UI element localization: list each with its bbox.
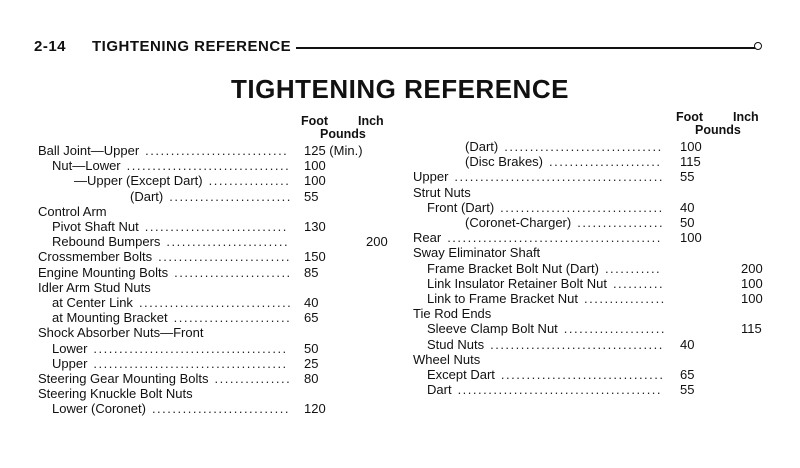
inch-pounds-value: 100 (741, 275, 763, 291)
dot-leader: ................. (577, 215, 665, 230)
row-label-text: Sleeve Clamp Bolt Nut (427, 321, 558, 337)
row-label-text: at Mounting Bracket (52, 310, 168, 326)
foot-pounds-value: 55 (304, 188, 319, 204)
row-label (427, 261, 599, 276)
right-inch-header: Inch (733, 110, 759, 124)
dot-leader: ....................... (173, 310, 292, 326)
foot-pounds-value: 150 (304, 249, 326, 265)
foot-pounds-value: 40 (680, 199, 695, 215)
row-label-text: at Center Link (52, 295, 133, 310)
row-label-text: Engine Mounting Bolts (38, 264, 169, 280)
table-row (0, 139, 800, 154)
row-label (465, 215, 571, 230)
dot-leader: ............................... (504, 139, 663, 154)
row-label (427, 291, 578, 306)
row-label-text: Dart (427, 382, 452, 398)
inch-pounds-value: 100 (741, 291, 763, 306)
row-label (413, 169, 448, 184)
table-row (0, 169, 800, 184)
row-label-text: Stud Nuts (427, 336, 485, 352)
table-row (0, 276, 800, 291)
row-label-text: Link Insulator Retainer Bolt Nut (427, 275, 607, 291)
row-label-text: (Disc Brakes) (465, 154, 544, 170)
row-label (413, 230, 441, 245)
dot-leader: ................................ (126, 158, 291, 174)
dot-leader: ........................... (151, 401, 290, 417)
row-label (52, 401, 146, 416)
table-row (0, 367, 800, 382)
row-label-text: Rear (413, 230, 442, 246)
dot-leader: ....................... (174, 264, 292, 280)
row-label (413, 352, 480, 367)
table-row (0, 230, 800, 245)
foot-pounds-value: 50 (680, 215, 695, 230)
inch-pounds-value: 115 (741, 321, 762, 337)
row-label (427, 337, 484, 352)
row-label (427, 367, 495, 382)
row-label-text: Upper (413, 169, 449, 185)
row-label-text: Idler Arm Stud Nuts (38, 279, 151, 295)
dot-leader: ...................... (549, 154, 662, 170)
row-label-text: Upper (52, 355, 88, 371)
table-row (0, 321, 800, 336)
foot-pounds-value: 85 (304, 264, 319, 280)
row-label-text: Wheel Nuts (413, 351, 481, 367)
row-label-text: Lower (Coronet) (52, 401, 146, 417)
inch-pounds-value: 200 (366, 234, 388, 250)
header-title: TIGHTENING REFERENCE (92, 38, 292, 55)
dot-leader: .............................. (138, 295, 293, 310)
foot-pounds-value: 40 (304, 295, 319, 310)
left-foot-header: Foot (301, 114, 329, 128)
dot-leader: ................................ (500, 199, 664, 215)
table-row (0, 215, 800, 230)
table-row (0, 200, 800, 215)
table-row (0, 352, 800, 367)
row-label (427, 382, 452, 397)
row-label (465, 154, 543, 169)
table-row (0, 401, 800, 416)
row-label-text: (Dart) (465, 139, 499, 154)
table-row (0, 185, 800, 200)
table-row (0, 154, 800, 169)
foot-pounds-value: 50 (304, 340, 319, 356)
row-label (427, 276, 607, 291)
row-label-text: Control Arm (38, 203, 107, 219)
dot-leader: .................................. (490, 336, 664, 352)
foot-pounds-value: 130 (304, 219, 326, 234)
dot-leader: ................ (584, 291, 666, 306)
row-label-text: Lower (52, 340, 88, 356)
row-label (413, 185, 471, 200)
dot-leader: .......... (612, 275, 665, 291)
dot-leader: ...................................... (93, 340, 288, 356)
table-row (0, 382, 800, 397)
row-label-text: Nut—Lower (52, 158, 121, 174)
right-foot-header: Foot (676, 110, 704, 124)
dot-leader: ........................ (169, 188, 292, 204)
dot-leader: ............................ (145, 143, 289, 158)
row-label-text: (Coronet-Charger) (465, 215, 572, 230)
row-label-text: Strut Nuts (413, 184, 471, 200)
page-title: TIGHTENING REFERENCE (231, 74, 569, 104)
foot-pounds-value: 40 (680, 336, 695, 352)
dot-leader: ......................................... (454, 169, 665, 185)
dot-leader: ........................ (166, 234, 290, 250)
row-label-text: (Dart) (130, 188, 164, 204)
table-row (0, 337, 800, 352)
dot-leader: ...................................... (93, 355, 288, 371)
row-label-text: Tie Rod Ends (413, 306, 492, 322)
table-row (0, 261, 800, 276)
left-pounds-header: Pounds (320, 127, 366, 141)
header-rule (296, 47, 756, 49)
foot-pounds-value: 25 (304, 355, 319, 371)
row-label-text: —Upper (Except Dart) (74, 173, 203, 189)
dot-leader: .......................................... (447, 230, 662, 246)
dot-leader: ................................ (500, 367, 665, 382)
dot-leader: .......................... (158, 249, 292, 265)
row-label-text: Link to Frame Bracket Nut (427, 291, 578, 306)
row-label-text: Frame Bracket Bolt Nut (Dart) (427, 260, 599, 276)
foot-pounds-value: 55 (680, 169, 695, 185)
dot-leader: ............... (214, 371, 292, 386)
row-label-text: Steering Gear Mounting Bolts (38, 371, 209, 386)
row-label-text: Except Dart (427, 367, 495, 382)
page-number: 2-14 (34, 38, 67, 55)
row-label-text: Rebound Bumpers (52, 234, 161, 250)
foot-pounds-value: 125 (Min.) (304, 143, 363, 158)
foot-pounds-value: 55 (680, 382, 695, 398)
right-pounds-header: Pounds (695, 123, 741, 137)
page-header (34, 38, 764, 56)
row-label (427, 321, 558, 336)
row-label (465, 139, 498, 154)
header-rule-end-circle (754, 42, 762, 50)
foot-pounds-value: 100 (304, 158, 326, 174)
dot-leader: .................... (563, 321, 667, 337)
row-label-text: Pivot Shaft Nut (52, 219, 139, 234)
table-row (0, 306, 800, 321)
row-label-text: Front (Dart) (427, 199, 495, 215)
foot-pounds-value: 120 (304, 401, 326, 417)
row-label (427, 200, 494, 215)
table-row (0, 291, 800, 306)
row-label-text: Sway Eliminator Shaft (413, 245, 541, 261)
dot-leader: ........... (604, 260, 662, 276)
row-label (413, 245, 540, 260)
foot-pounds-value: 100 (680, 230, 702, 246)
dot-leader: ................ (208, 173, 291, 189)
row-label-text: Crossmember Bolts (38, 249, 153, 265)
inch-pounds-value: 200 (741, 260, 763, 276)
left-inch-header: Inch (358, 114, 384, 128)
foot-pounds-value: 80 (304, 371, 319, 386)
foot-pounds-value: 100 (680, 139, 702, 154)
foot-pounds-value: 100 (304, 173, 326, 189)
foot-pounds-value: 115 (680, 154, 701, 170)
dot-leader: ............................ (144, 219, 288, 234)
foot-pounds-value: 65 (680, 367, 695, 382)
row-label-text: Ball Joint—Upper (38, 143, 140, 158)
row-label (413, 306, 491, 321)
dot-leader: ........................................ (457, 382, 663, 398)
row-label-text: Steering Knuckle Bolt Nuts (38, 386, 193, 402)
foot-pounds-value: 65 (304, 310, 319, 326)
table-row (0, 245, 800, 260)
row-label-text: Shock Absorber Nuts—Front (38, 325, 204, 341)
